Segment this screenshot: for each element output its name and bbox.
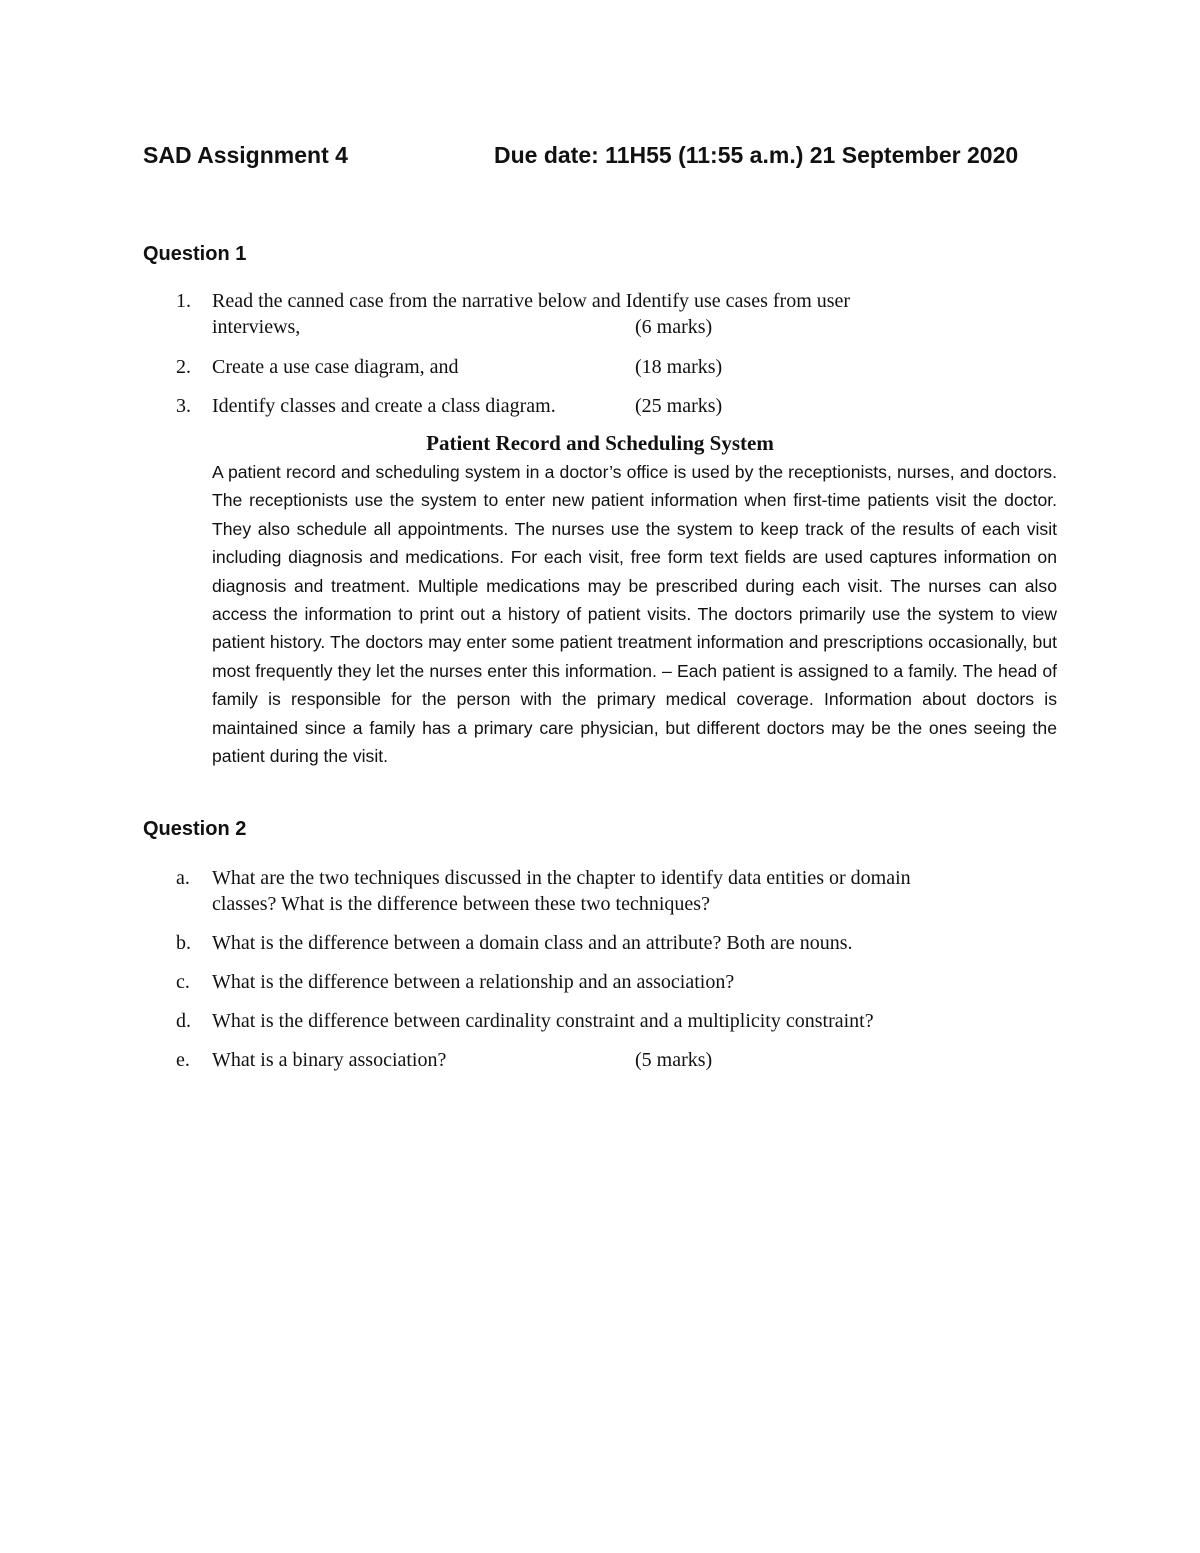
list-marker: c. (176, 971, 190, 993)
list-marker: 3. (176, 395, 191, 417)
item-marks: (25 marks) (635, 395, 723, 417)
question-1-heading: Question 1 (143, 243, 247, 265)
item-text: What is a binary association? (212, 1049, 447, 1071)
due-date: Due date: 11H55 (11:55 a.m.) 21 September 2020 (494, 142, 1019, 168)
case-study-narrative: A patient record and scheduling system in a doctor’s office is used by the receptionists, nurses, and doctors. The receptionists use the system to enter new patient information when first-time patients visit the doctor. They also schedule all appointments. The nurses use the system to keep track of the results of each visit including diagnosis and medications. For each visit, free form text fields are used captures information on diagnosis and treatment. Multiple medications may be prescribed during each visit. The nurses can also access the information to print out a history of patient visits. The doctors primarily use the system to view patient history. The doctors may enter some patient treatment information and prescriptions occasionally, but most frequently they let the nurses enter this information. – Each patient is assigned to a family. The head of family is responsible for the person with the primary medical coverage. Information about doctors is maintained since a family has a primary care physician, but different doctors may be the ones seeing the patient during the visit. (212, 462, 1057, 767)
item-text: What is the difference between a domain class and an attribute? Both are nouns. (212, 932, 853, 954)
case-study-title: Patient Record and Scheduling System (426, 431, 774, 455)
list-marker: 2. (176, 356, 191, 378)
item-text: What is the difference between a relationship and an association? (212, 971, 735, 993)
item-text: What are the two techniques discussed in the chapter to identify data entities or domain (212, 867, 911, 889)
item-text-continued: classes? What is the difference between these two techniques? (212, 893, 710, 915)
list-marker: e. (176, 1049, 190, 1071)
question-2-heading: Question 2 (143, 818, 247, 840)
item-marks: (5 marks) (635, 1049, 713, 1071)
item-text: Identify classes and create a class diagram. (212, 395, 556, 417)
item-text-continued: interviews, (212, 316, 301, 338)
item-text: Create a use case diagram, and (212, 356, 459, 378)
list-marker: d. (176, 1010, 191, 1032)
item-marks: (6 marks) (635, 316, 713, 338)
item-text: What is the difference between cardinality constraint and a multiplicity constraint? (212, 1010, 874, 1032)
assignment-title: SAD Assignment 4 (143, 142, 348, 168)
document-header (143, 142, 1063, 182)
item-marks: (18 marks) (635, 356, 723, 378)
list-marker: a. (176, 867, 190, 889)
list-marker: b. (176, 932, 191, 954)
item-text: Read the canned case from the narrative below and Identify use cases from user (212, 290, 851, 312)
list-marker: 1. (176, 290, 191, 312)
